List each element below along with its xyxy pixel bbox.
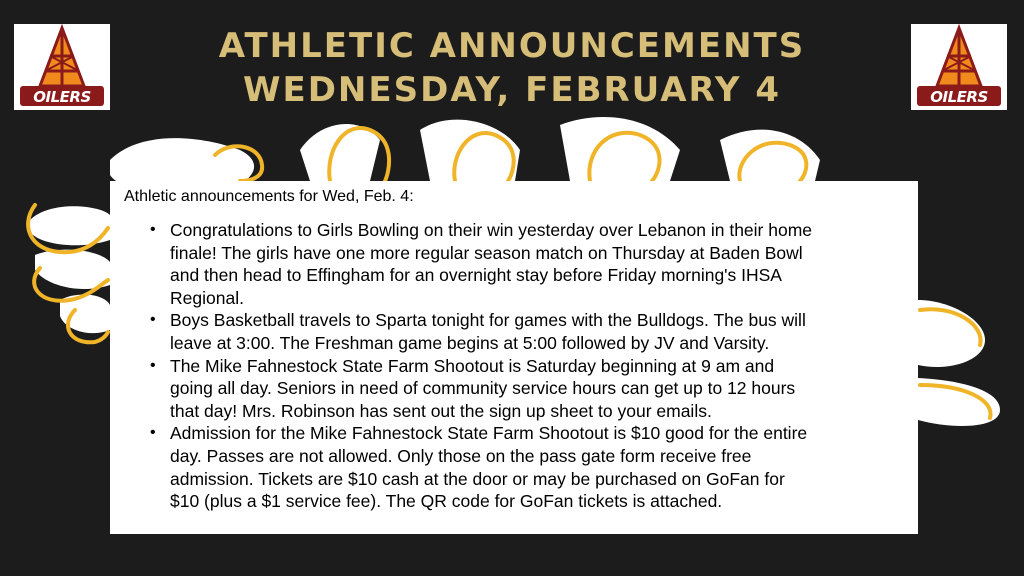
bullet-icon: • — [150, 356, 156, 374]
announcement-line: that day! Mrs. Robinson has sent out the sign up sheet to your emails. — [170, 400, 712, 421]
announcement-item — [150, 355, 904, 423]
announcement-line: finale! The girls have one more regular season match on Thursday at Baden Bowl — [170, 242, 803, 263]
title-line-2: WEDNESDAY, FEBRUARY 4 — [242, 70, 781, 110]
announcement-list — [124, 219, 904, 513]
title-line-1: ATHLETIC ANNOUNCEMENTS — [218, 26, 806, 66]
announcement-item — [150, 309, 904, 354]
announcement-line: The Mike Fahnestock State Farm Shootout is Saturday beginning at 9 am and — [170, 355, 775, 376]
announcement-line: admission. Tickets are $10 cash at the door or may be purchased on GoFan for — [170, 468, 785, 489]
announcement-line: Congratulations to Girls Bowling on their win yesterday over Lebanon in their home — [170, 220, 813, 240]
announcement-line: leave at 3:00. The Freshman game begins at 5:00 followed by JV and Varsity. — [170, 332, 770, 353]
oilers-logo-right-text: OILERS — [930, 88, 988, 106]
oilers-logo-right — [911, 24, 1007, 110]
announcement-item — [150, 422, 904, 512]
bullet-icon: • — [150, 311, 156, 329]
oil-derrick-icon — [911, 24, 1007, 110]
announcement-line: day. Passes are not allowed. Only those on the pass gate form receive free — [170, 445, 752, 466]
announcement-line: Regional. — [170, 287, 244, 308]
announcement-line: Boys Basketball travels to Sparta tonight for games with the Bulldogs. The bus will — [170, 310, 806, 331]
bullet-icon: • — [150, 424, 156, 442]
announcement-line: $10 (plus a $1 service fee). The QR code for GoFan tickets is attached. — [170, 491, 723, 512]
announcement-card — [110, 181, 918, 534]
announcement-line: Admission for the Mike Fahnestock State Farm Shootout is $10 good for the entire — [170, 423, 808, 444]
announcement-line: going all day. Seniors in need of community service hours can get up to 12 hours — [170, 378, 796, 399]
announcement-line: and then head to Effingham for an overnight stay before Friday morning's IHSA — [170, 265, 782, 286]
oil-derrick-icon — [14, 24, 110, 110]
announcement-item — [150, 219, 904, 309]
oilers-logo-left-text: OILERS — [33, 88, 91, 106]
announcement-heading: Athletic announcements for Wed, Feb. 4: — [124, 188, 414, 205]
oilers-logo-left — [14, 24, 110, 110]
bullet-icon: • — [150, 221, 156, 238]
